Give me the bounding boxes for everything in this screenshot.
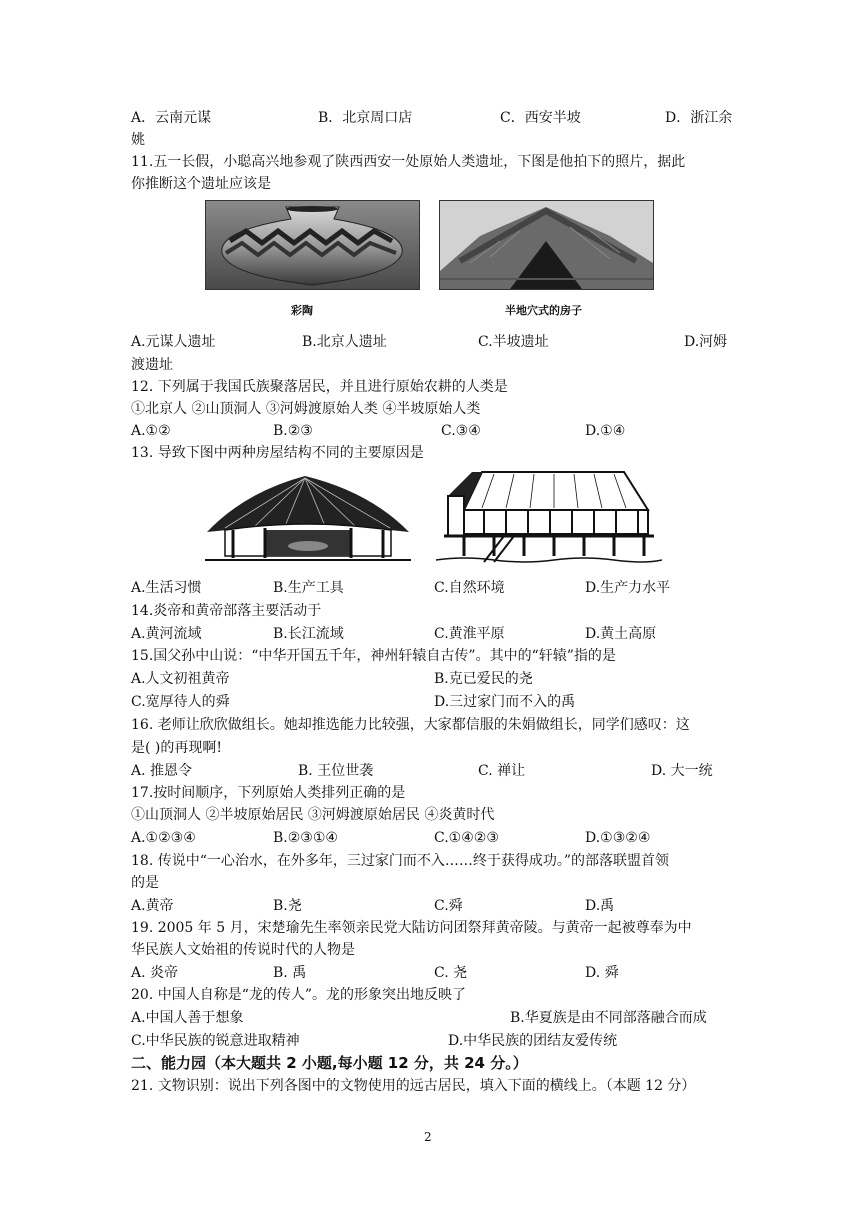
q17-option-d: D.①③②④ [585,830,651,846]
q20-option-d: D.中华民族的团结友爱传统 [448,1033,618,1049]
q14-stem: 14.炎帝和黄帝部落主要活动于 [131,603,322,619]
q11-option-d-continued: 渡遗址 [131,357,173,373]
q18-option-a: A.黄帝 [131,898,174,914]
q19-option-c: C. 尧 [434,965,468,981]
q20-option-c: C.中华民族的锐意进取精神 [131,1033,300,1049]
q20-option-b: B.华夏族是由不同部落融合而成 [510,1010,707,1026]
q12-option-d: D.①④ [585,423,626,439]
q21-stem: 21. 文物识别：说出下列各图中的文物使用的远古居民，填入下面的横线上。（本题 12 分） [131,1078,696,1094]
q17-option-c: C.①④②③ [434,830,499,846]
q20-stem: 20. 中国人自称是“龙的传人”。龙的形象突出地反映了 [131,987,467,1003]
caption-semi-subterranean-house: 半地穴式的房子 [505,304,582,317]
q14-option-c: C.黄淮平原 [434,626,505,642]
q12-option-a: A.①② [131,423,171,439]
q16-option-b: B. 王位世袭 [298,763,374,779]
q12-option-b: B.②③ [273,423,313,439]
q11-option-b: B.北京人遗址 [302,334,387,350]
q19-option-b: B. 禹 [273,965,307,981]
q10-option-d: D．浙江余 [665,110,733,126]
q11-stem-line1: 11.五一长假，小聪高兴地参观了陕西西安一处原始人类遗址，下图是他拍下的照片，据此 [131,154,686,170]
section2-heading: 二、能力园（本大题共 2 小题,每小题 12 分，共 24 分。） [131,1054,528,1072]
page-number: 2 [424,1130,432,1144]
q11-option-d: D.河姆 [684,334,728,350]
q15-option-b: B.克已爱民的尧 [434,671,533,687]
painted-pottery-image [205,200,420,290]
semi-subterranean-house-image [439,200,654,290]
q18-stem-line2: 的是 [131,875,159,891]
q18-stem-line1: 18. 传说中“一心治水，在外多年，三过家门而不入……终于获得成功。”的部落联盟首领 [131,853,670,869]
q10-option-c: C．西安半坡 [500,110,581,126]
q13-option-c: C.自然环境 [434,580,505,596]
q17-option-b: B.②③①④ [273,830,338,846]
q14-option-d: D.黄土高原 [585,626,657,642]
q16-option-c: C. 禅让 [478,763,526,779]
q16-stem-line2: 是( )的再现啊! [131,740,222,756]
q17-items: ①山顶洞人 ②半坡原始居民 ③河姆渡原始居民 ④炎黄时代 [131,807,495,823]
q18-option-c: C.舜 [434,898,463,914]
q18-option-b: B.尧 [273,898,302,914]
q19-stem-line1: 19. 2005 年 5 月，宋楚瑜先生率领亲民党大陆访问团祭拜黄帝陵。与黄帝一起被尊奉为中 [131,920,692,936]
q10-option-b: B．北京周口店 [318,110,413,126]
q16-stem-line1: 16. 老师让欣欣做组长。她却推选能力比较强，大家都信服的朱娟做组长，同学们感叹：这 [131,717,690,733]
q19-option-d: D. 舜 [585,965,619,981]
round-hut-illustration [205,472,411,564]
q16-option-a: A. 推恩令 [131,763,193,779]
q17-option-a: A.①②③④ [131,830,196,846]
q10-option-a: A．云南元谋 [131,110,212,126]
q15-stem: 15.国父孙中山说：“中华开国五千年，神州轩辕自古传”。其中的“轩辕”指的是 [131,648,616,664]
q12-items: ①北京人 ②山顶洞人 ③河姆渡原始人类 ④半坡原始人类 [131,401,481,417]
q11-option-c: C.半坡遗址 [478,334,549,350]
q11-stem-line2: 你推断这个遗址应该是 [131,176,271,192]
q13-option-b: B.生产工具 [273,580,344,596]
q15-option-a: A.人文初祖黄帝 [131,671,230,687]
q15-option-c: C.宽厚待人的舜 [131,694,230,710]
caption-painted-pottery: 彩陶 [291,304,313,317]
q20-option-a: A.中国人善于想象 [131,1010,244,1026]
q19-option-a: A. 炎帝 [131,965,179,981]
stilt-house-illustration [434,466,662,566]
q12-option-c: C.③④ [441,423,481,439]
q19-stem-line2: 华民族人文始祖的传说时代的人物是 [131,942,355,958]
q14-option-a: A.黄河流域 [131,626,202,642]
q12-stem: 12. 下列属于我国氏族聚落居民，并且进行原始农耕的人类是 [131,379,508,395]
q13-option-a: A.生活习惯 [131,580,202,596]
q13-stem: 13. 导致下图中两种房屋结构不同的主要原因是 [131,445,424,461]
q13-option-d: D.生产力水平 [585,580,671,596]
q10-option-d-continued: 姚 [131,132,145,148]
q17-stem: 17.按时间顺序，下列原始人类排列正确的是 [131,785,406,801]
q16-option-d: D. 大一统 [651,763,713,779]
q11-option-a: A.元谋人遗址 [131,334,216,350]
q18-option-d: D.禹 [585,898,615,914]
q14-option-b: B.长江流域 [273,626,344,642]
q15-option-d: D.三过家门而不入的禹 [434,694,576,710]
